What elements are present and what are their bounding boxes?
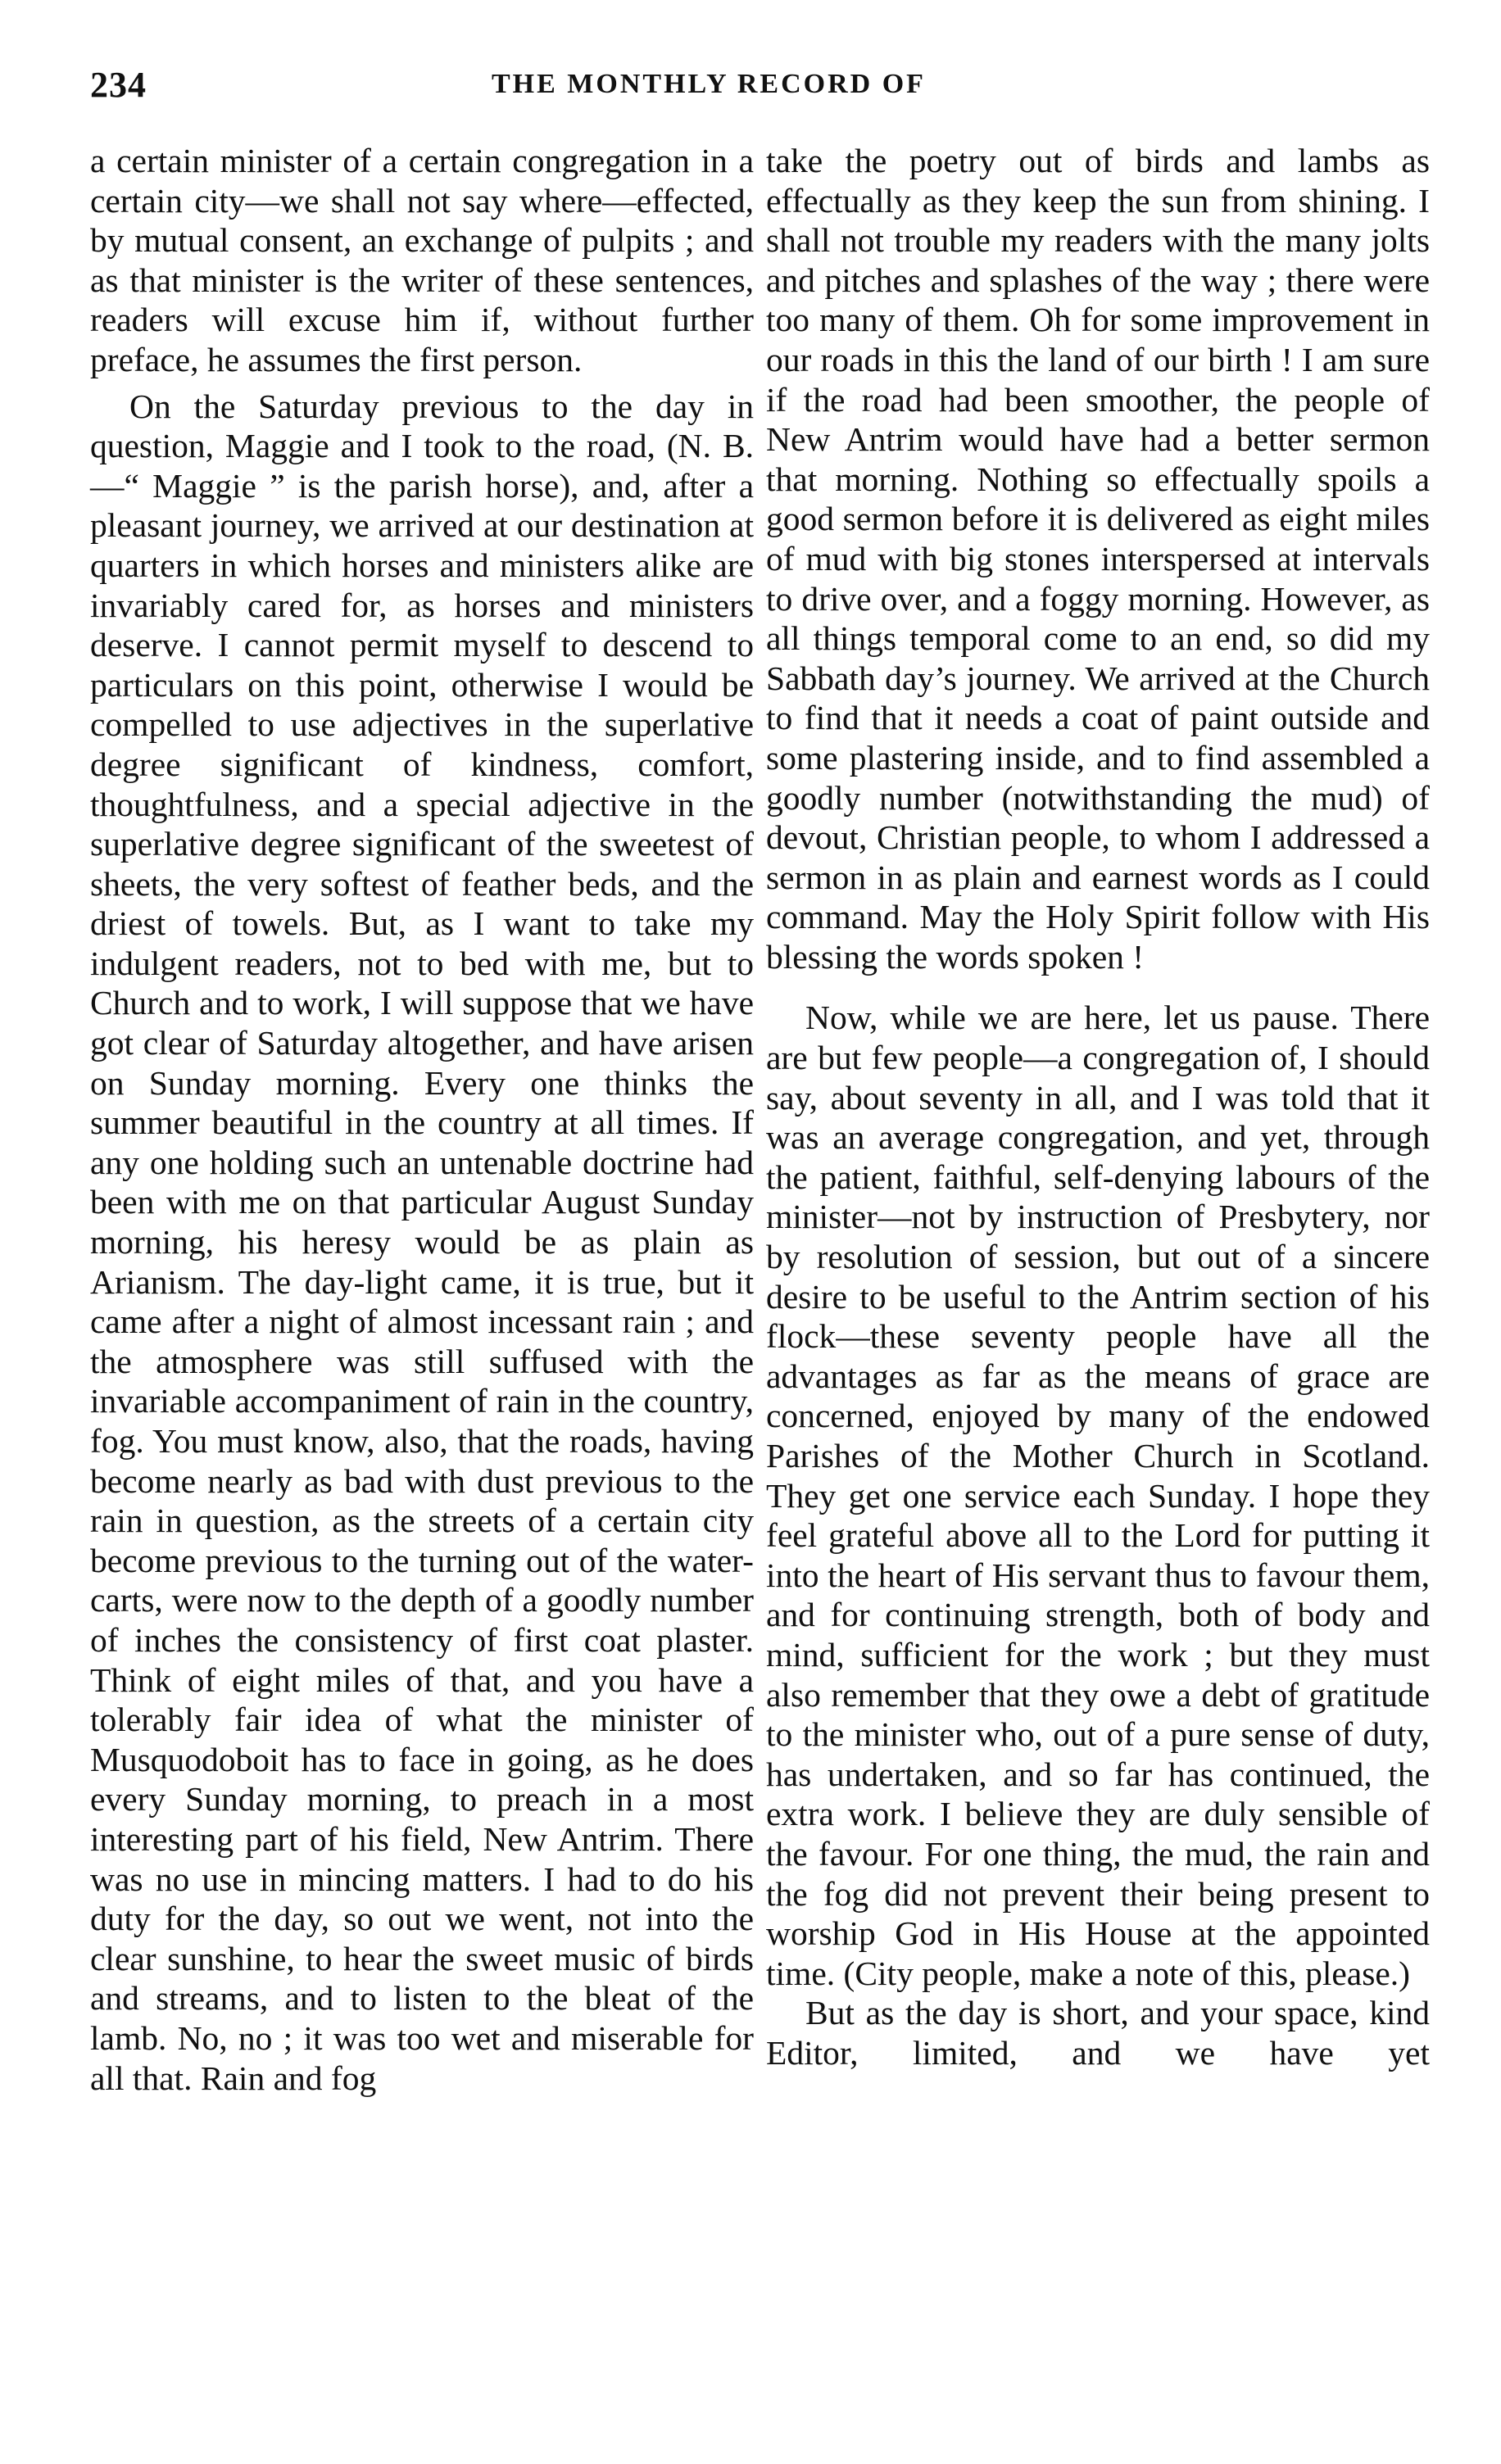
right-paragraph-3: But as the day is short, and your space, kind Editor, limited, and we have yet (766, 1994, 1430, 2072)
right-paragraph-1: take the poetry out of birds and lambs as effectually as they keep the sun from shining. I shall not trouble my readers with the many jolts and pitches and splashes of the way ; there were too many of them. Oh for some improvement in our roads in this the land of our birth ! I am sure if the road had been smoother, the people of New Antrim would have had a better sermon that morning. Nothing so effectually spoils a good sermon before it is delivered as eight miles of mud with big stones interspersed at intervals to drive over, and a foggy morning. However, as all things temporal come to an end, so did my Sabbath day’s journey. We arrived at the Church to find that it needs a coat of paint outside and some plastering inside, and to find assembled a goodly number (notwithstanding the mud) of devout, Christian people, to whom I addressed a sermon in as plain and earnest words as I could command. May the Holy Spirit follow with His blessing the words spoken ! (766, 142, 1430, 976)
left-paragraph-1: a certain minister of a certain congregation in a certain city—we shall not say where—effected, by mutual consent, an exchange of pulpits ; and as that minister is the writer of these sentences, readers will excuse him if, without further preface, he assumes the first person. (90, 142, 754, 378)
right-column (766, 141, 1430, 2073)
left-column (90, 141, 754, 2098)
right-paragraph-2: Now, while we are here, let us pause. There are but few people—a congregation of, I should say, about seventy in all, and I was told that it was an average congregation, and yet, through the patient, faithful, self-denying labours of the minister—not by instruction of Presbytery, nor by resolution of session, but out of a sincere desire to be useful to the Antrim section of his flock—these seventy people have all the advantages as far as the means of grace are concerned, enjoyed by many of the endowed Parishes of the Mother Church in Scotland. They get one service each Sunday. I hope they feel grateful above all to the Lord for putting it into the heart of His servant thus to favour them, and for continuing strength, both of body and mind, sufficient for the work ; but they must also remember that they owe a debt of gratitude to the minister who, out of a pure sense of duty, has undertaken, and so far has continued, the extra work. I believe they are duly sensible of the favour. For one thing, the mud, the rain and the fog did not prevent their being present to worship God in His House at the appointed time. (City people, make a note of this, please.) (766, 999, 1430, 1992)
page-header (90, 64, 1442, 113)
left-paragraph-2: On the Saturday previous to the day in question, Maggie and I took to the road, (N. B.—“ Maggie ” is the parish horse), and, after a pleasant journey, we arrived at our destination at quarters in which horses and ministers alike are invariably cared for, as horses and ministers deserve. I cannot permit myself to descend to particulars on this point, otherwise I would be compelled to use adjectives in the superlative degree significant of kindness, comfort, thoughtfulness, and a special adjective in the superlative degree significant of the sweetest of sheets, the very softest of feather beds, and the driest of towels. But, as I want to take my indulgent readers, not to bed with me, but to Church and to work, I will suppose that we have got clear of Saturday altogether, and have arisen on Sunday morning. Every one thinks the summer beautiful in the country at all times. If any one holding such an untenable doctrine had been with me on that particular August Sunday morning, his heresy would be as plain as Arianism. The day-light came, it is true, but it came after a night of almost incessant rain ; and the atmosphere was still suffused with the invariable accompaniment of rain in the country, fog. You must know, also, that the roads, having become nearly as bad with dust previous to the rain in question, as the streets of a certain city become previous to the turning out of the water-carts, were now to the depth of a goodly number of inches the consistency of first coat plaster. Think of eight miles of that, and you have a tolerably fair idea of what the minister of Musquodoboit has to face in going, as he does every Sunday morning, to preach in a most interesting part of his field, New Antrim. There was no use in mincing matters. I had to do his duty for the day, so out we went, not into the clear sunshine, to hear the sweet music of birds and streams, and to listen to the bleat of the lamb. No, no ; it was too wet and miserable for all that. Rain and fog (90, 387, 754, 2097)
running-title: THE MONTHLY RECORD OF (492, 69, 926, 99)
page-number: 234 (90, 65, 147, 105)
